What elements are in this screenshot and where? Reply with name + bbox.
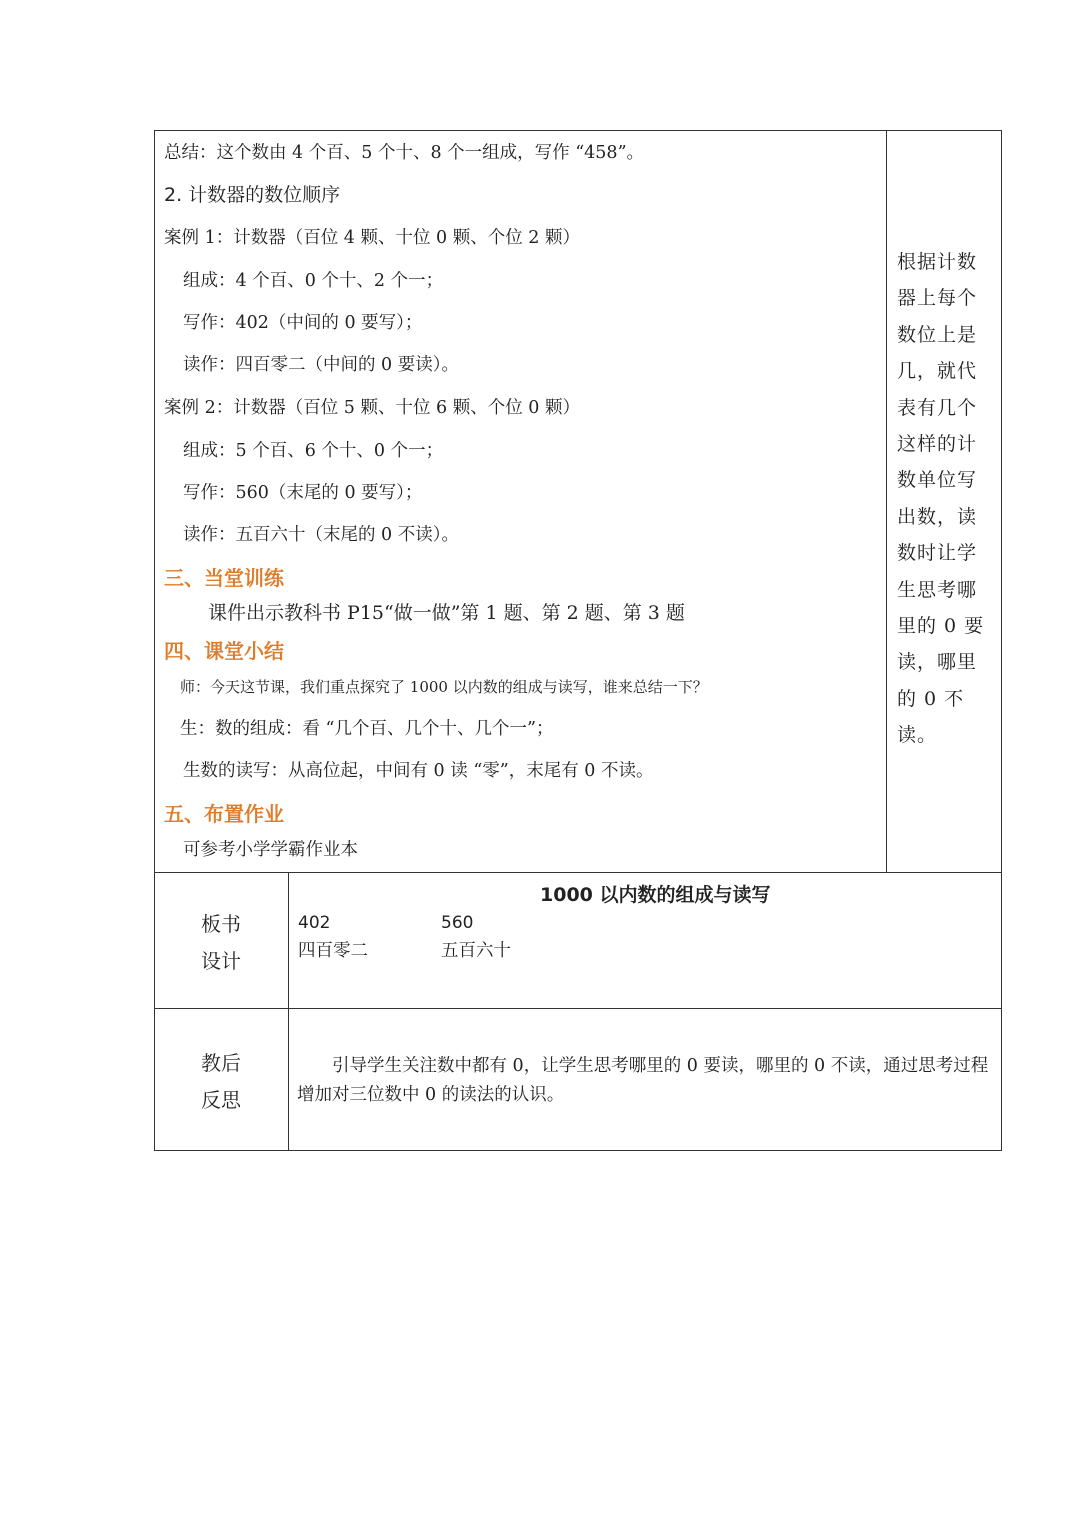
student-line-2: 生数的读写：从高位起，中间有 0 读 “零”，末尾有 0 不读。	[183, 761, 654, 781]
reflection-label	[155, 1045, 287, 1119]
case1-compose: 组成：4 个百、0 个十、2 个一；	[183, 271, 444, 291]
case1-title: 案例 1：计数器（百位 4 颗、十位 0 颗、个位 2 颗）	[164, 228, 580, 248]
summary-line: 总结：这个数由 4 个百、5 个十、8 个一组成，写作 “458”。	[164, 143, 645, 163]
case1-write: 写作：402（中间的 0 要写）；	[183, 313, 423, 333]
homework-text: 可参考小学学霸作业本	[183, 840, 358, 860]
reflection-text: 引导学生关注数中都有 0，让学生思考哪里的 0 要读，哪里的 0 不读，通过思考过程增加对三位数中 0 的读法的认识。	[297, 1056, 989, 1105]
section4-heading: 四、课堂小结	[164, 639, 284, 663]
section2-title: 2. 计数器的数位顺序	[164, 184, 341, 206]
board-row-top-border	[154, 872, 1002, 873]
reflection-label-line2: 反思	[201, 1088, 241, 1112]
teacher-line: 师：今天这节课，我们重点探究了 1000 以内数的组成与读写，谁来总结一下？	[180, 678, 708, 696]
side-note: 根据计数器上每个数位上是几，就代表有几个这样的计数单位写出数，读数时让学生思考哪里的 0 要读，哪里的 0 不读。	[897, 251, 985, 747]
board-read-560: 五百六十	[441, 941, 511, 961]
case2-compose: 组成：5 个百、6 个十、0 个一；	[183, 441, 444, 461]
reflection-row-top-border	[154, 1008, 1002, 1009]
student-line-1: 生：数的组成：看 “几个百、几个十、几个一”；	[180, 719, 554, 739]
side-column-divider	[886, 130, 887, 872]
section3-heading: 三、当堂训练	[164, 566, 284, 590]
board-num-402: 402	[298, 913, 331, 933]
section3-text: 课件出示教科书 P15“做一做”第 1 题、第 2 题、第 3 题	[208, 602, 685, 624]
board-label-line1: 板书	[201, 912, 241, 936]
board-read-402: 四百零二	[298, 941, 368, 961]
reflection-label-line1: 教后	[201, 1051, 241, 1075]
board-label-line2: 设计	[201, 949, 241, 973]
board-num-560: 560	[441, 913, 474, 933]
case2-title: 案例 2：计数器（百位 5 颗、十位 6 颗、个位 0 颗）	[164, 398, 580, 418]
section5-heading: 五、布置作业	[164, 802, 284, 826]
board-label	[155, 906, 287, 980]
label-column-divider	[288, 872, 289, 1151]
board-title: 1000 以内数的组成与读写	[540, 884, 771, 906]
case1-read: 读作：四百零二（中间的 0 要读）。	[183, 355, 460, 375]
case2-write: 写作：560（末尾的 0 要写）；	[183, 483, 423, 503]
case2-read: 读作：五百六十（末尾的 0 不读）。	[183, 525, 460, 545]
